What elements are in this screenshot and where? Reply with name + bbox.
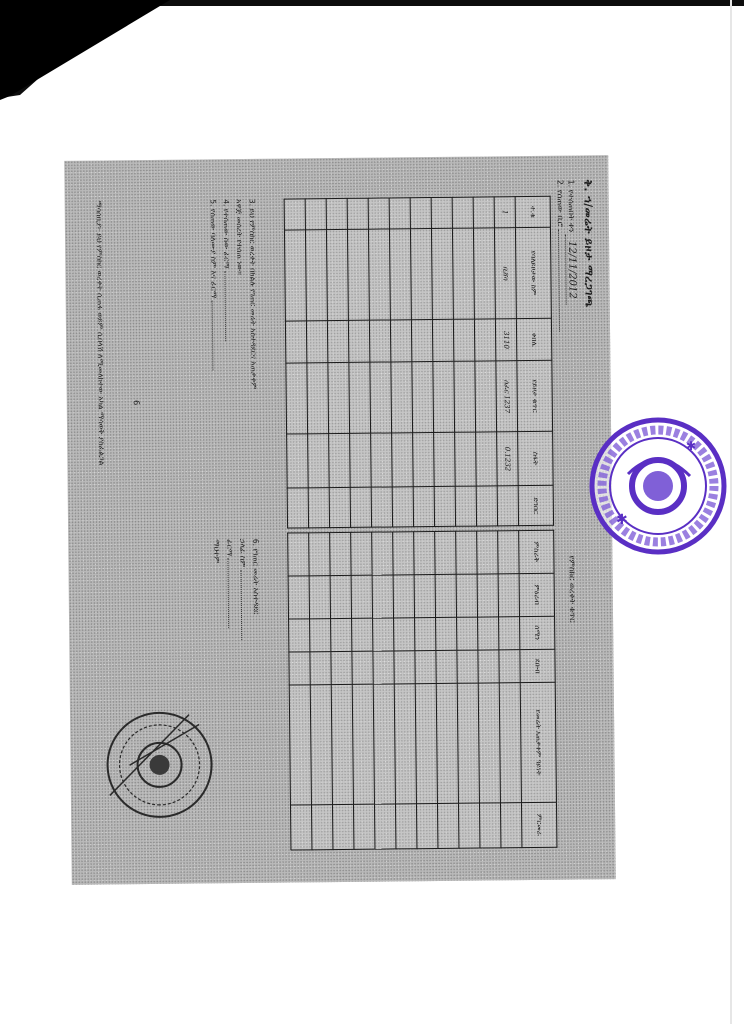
column-header: ድንበር: [518, 486, 553, 526]
table-row: [435, 531, 459, 848]
svg-text:✱: ✱: [686, 439, 697, 453]
note-line: ማህተም: [212, 539, 222, 564]
footer-note: ማሳሰቢያ፦ ይህ የምስክር ወረቀት ሲጠፋ ወይም ሲበላሽ ለሚመለከተው አካል ማሳወቅ ያስፈልጋል: [94, 200, 107, 466]
note-line: 4. የተሰጠው ሰው ፊርማ: [220, 199, 236, 519]
table-row: [288, 533, 312, 850]
note-line: ፊርማ: [223, 539, 239, 859]
page-edge: [730, 0, 732, 1024]
table-cell: ቢሸሳ: [494, 228, 516, 320]
scanner-shadow: [0, 0, 744, 110]
table-row: [368, 198, 392, 527]
table-row: [330, 532, 354, 849]
certificate-content: [64, 155, 616, 885]
table-row: [351, 532, 375, 849]
table-row: [473, 197, 497, 526]
column-header: ምርመራ: [521, 802, 556, 848]
document-title: ቅ. ኀ/መሬት ይዞታ ማረጋገጫ: [581, 179, 596, 308]
table-cell: 3110: [495, 319, 516, 361]
table-row: [347, 198, 371, 527]
table-row: [372, 532, 396, 849]
photocopied-certificate: [64, 155, 616, 885]
date-value: 12/11/2012: [565, 235, 578, 305]
table-row: [494, 197, 518, 526]
note-line: 3. ይህ የምስክር ወረቀት በክልሉ የገጠር መሬት አስተዳደርና አጠቃቀም: [247, 198, 259, 390]
column-header: ምስራቅ: [519, 530, 554, 573]
column-header: ተ.ቁ: [515, 196, 550, 227]
table-row: [452, 197, 476, 526]
table-row: [393, 532, 417, 849]
table-row: [305, 199, 329, 528]
column-header: የመሬት አጠቃቀም ዓይነት: [520, 683, 556, 803]
date-label: 1. የተሰጠበት ቀን: [566, 179, 577, 233]
column-header: ደቡብ: [520, 649, 555, 683]
certificate-number-label: የምስክር ወረቀት ቁጥር: [567, 555, 578, 623]
table-header-row: [515, 196, 553, 525]
column-header: ሰሜን: [520, 616, 555, 650]
table-cell: ሰፈር 1237: [496, 361, 518, 432]
table-row: [431, 197, 455, 526]
parcel-table-right: [287, 530, 557, 851]
office-label: 2. የሰጠው ቢሮ: [555, 179, 565, 227]
table-cell: 0.1232: [497, 432, 519, 487]
table-row: [326, 198, 350, 527]
parcel-table-left: [284, 196, 554, 529]
purple-seal-stamp: [586, 414, 730, 558]
table-cell: 1: [494, 197, 515, 228]
office-seal-stamp: [99, 704, 220, 825]
table-row: [477, 531, 501, 848]
note-line: 5. የሰጠው ባለሙያ ስም እና ፊርማ: [207, 199, 223, 519]
note-line: ኃላፊ ስም: [236, 539, 252, 859]
note-line: 6. የገጠር መሬት አስተዳደር: [251, 538, 261, 615]
table-row: [309, 533, 333, 850]
certification-notes: [207, 199, 262, 520]
column-header: ቀበሌ: [516, 318, 551, 360]
column-header: ስፋት: [518, 431, 554, 486]
page-number: 6: [131, 400, 141, 406]
column-header: ምዕራብ: [519, 573, 554, 616]
table-row: [498, 531, 522, 848]
table-row: [410, 198, 434, 527]
office-field: [554, 180, 566, 332]
table-row: [389, 198, 413, 527]
column-header: የይዞታ ቁጥር: [517, 361, 553, 432]
svg-text:✱: ✱: [616, 512, 628, 528]
table-row: [414, 532, 438, 849]
column-header: የባለይዞታው ስም: [515, 227, 551, 319]
table-row: [456, 531, 480, 848]
table-cell: [497, 486, 518, 526]
table-header-row: [519, 530, 557, 847]
table-row: [284, 199, 308, 528]
date-field: [565, 180, 577, 305]
note-line: አዋጅ መሰረት የተሰጠ ነው።: [234, 198, 245, 275]
